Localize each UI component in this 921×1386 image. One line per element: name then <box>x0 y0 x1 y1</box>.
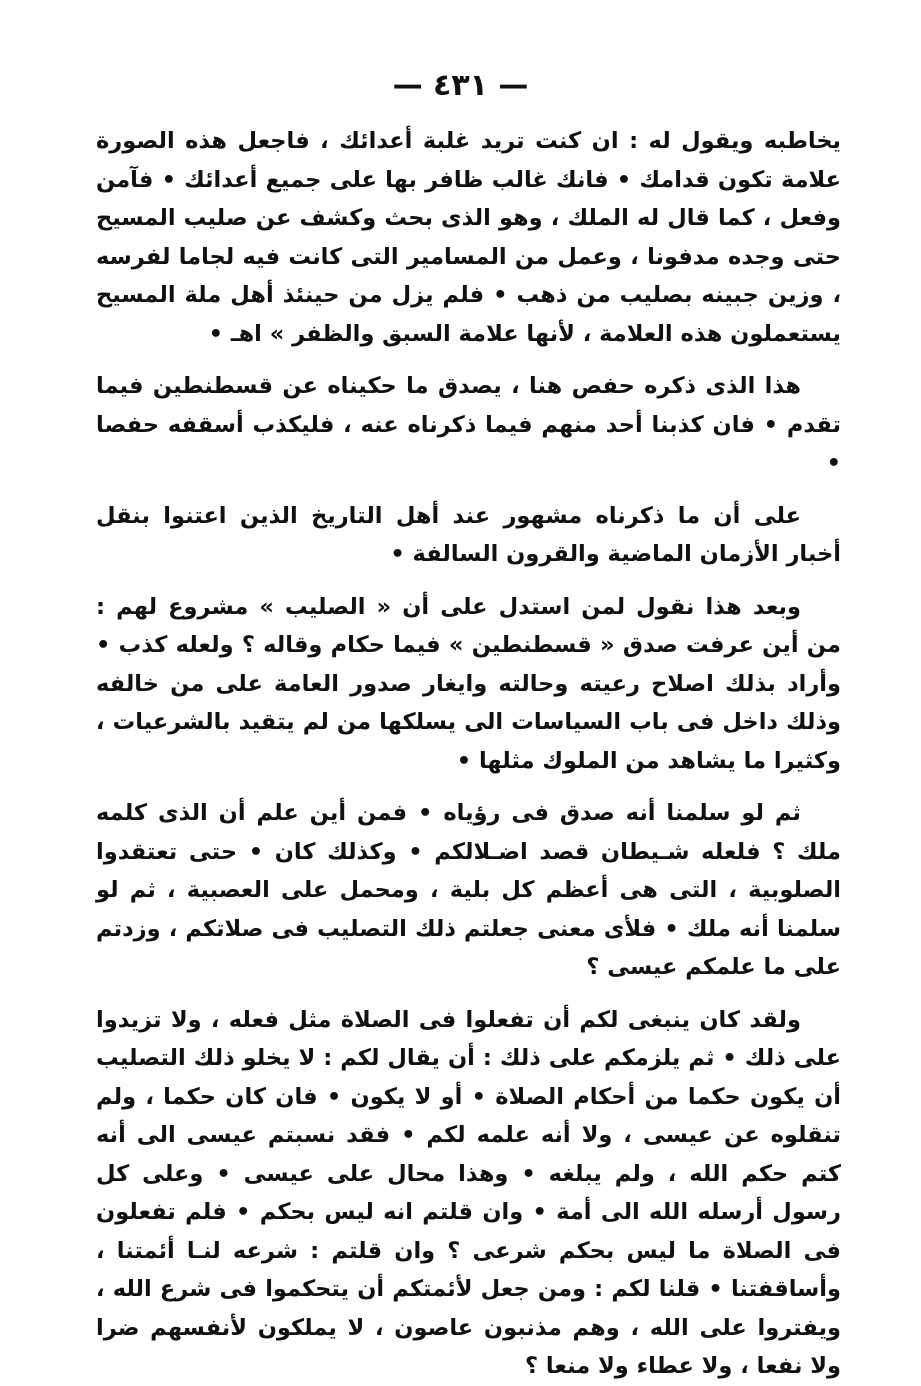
paragraph-1: يخاطبه ويقول له : ان كنت تريد غلبة أعدائك ، فاجعل هذه الصورة علامة تكون قدامك • فانك غالب ظافر بها على جميع أعدائك • فآمن وفعل ، كما قال له الملك ، وهو الذى بحث وكشف عن صليب المسيح حتى وجده مدفونا ، وعمل من المسامير التى كانت فيه لجاما لفرسه ، وزين جبينه بصليب من ذهب • فلم يزل من حينئذ أهل ملة المسيح يستعملون هذه العلامة ، لأنها علامة السبق والظفر » اهـ • <box>96 128 841 347</box>
paragraph-gap <box>96 483 841 497</box>
body-text <box>96 122 841 1386</box>
paragraph-6: ولقد كان ينبغى لكم أن تفعلوا فى الصلاة مثل فعله ، ولا تزيدوا على ذلك • ثم يلزمكم على ذلك : أن يقال لكم : لا يخلو ذلك التصليب أن يكون حكما من أحكام الصلاة • أو لا يكون • فان كان حكما ، ولم تنقلوه عن عيسى ، ولا أنه علمه لكم • فقد نسبتم عيسى الى أنه كتم حكم الله ، ولم يبلغه • وهذا محال على عيسى • وعلى كل رسول أرسله الله الى أمة • وان قلتم انه ليس بحكم • فلم تفعلون فى الصلاة ما ليس بحكم شرعى ؟ وان قلتم : شرعه لنـا أئمتنا ، وأساقفتنا • قلنا لكم : ومن جعل لأئمتكم أن يتحكموا فى شرع الله ، ويفتروا على الله ، وهم مذنبون عاصون ، لا يملكون لأنفسهم ضرا ولا نفعا ، ولا عطاء ولا منعا ؟ <box>96 1006 841 1379</box>
paragraph-gap <box>96 987 841 1001</box>
page-number: — ٤٣١ — <box>392 68 529 103</box>
paragraph-gap <box>96 574 841 588</box>
paragraph-gap <box>96 780 841 794</box>
paragraph-4: وبعد هذا نقول لمن استدل على أن « الصليب » مشروع لهم : من أين عرفت صدق « قسطنطين » فيما حكام وقاله ؟ ولعله كذب • وأراد بذلك اصلاح رعيته وحالته وايغار صدور العامة على من خالفه وذلك داخل فى باب السياسات الى يسلكها من لم يتقيد بالشرعيات ، وكثيرا ما يشاهد من الملوك مثلها • <box>96 593 841 774</box>
paragraph-5: ثم لو سلمنا أنه صدق فى رؤياه • فمن أين علم أن الذى كلمه ملك ؟ فلعله شـيطان قصد اضـلالكم • وكذلك كان • حتى تعتقدوا الصلوبية ، التى هى أعظم كل بلية ، ومحمل على العصبية ، ثم لو سلمنا أنه ملك • فلأى معنى جعلتم ذلك التصليب فى صلاتكم ، وزدتم على ما علمكم عيسى ؟ <box>96 800 841 980</box>
paragraph-3: على أن ما ذكرناه مشهور عند أهل التاريخ الذين اعتنوا بنقل أخبار الأزمان الماضية والقرون السالفة • <box>96 502 841 567</box>
paragraph-gap <box>96 353 841 367</box>
paragraph-2: هذا الذى ذكره حفص هنا ، يصدق ما حكيناه عن قسطنطين فيما تقدم • فان كذبنا أحد منهم فيما ذكرناه عنه ، فليكذب أسقفه حفصا • <box>96 373 841 476</box>
